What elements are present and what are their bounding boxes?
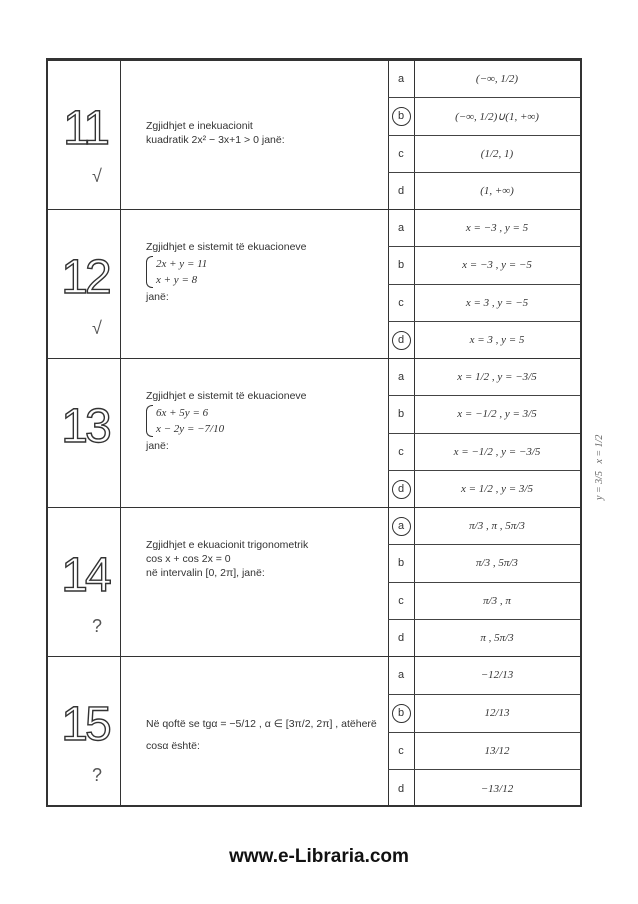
letter: c	[398, 744, 404, 757]
option-letter	[388, 657, 414, 694]
option-value: −12/13	[480, 669, 514, 682]
answer-option[interactable]	[388, 434, 580, 471]
question-text	[146, 240, 382, 304]
answer-option[interactable]	[388, 98, 580, 135]
option-value: x = 3 , y = −5	[465, 296, 529, 309]
question-block	[48, 657, 580, 808]
answer-option[interactable]	[388, 770, 580, 808]
letter: a	[397, 222, 405, 235]
question-text	[146, 119, 382, 147]
question-line: Në qoftë se tgα = −5/12 , α ∈ [3π/2, 2π] , atëherë	[146, 718, 377, 730]
question-line: cos x + cos 2x = 0	[146, 553, 231, 565]
brace-icon	[146, 405, 153, 437]
option-letter	[388, 322, 414, 359]
answer-option[interactable]	[388, 247, 580, 284]
option-value: −13/12	[480, 783, 514, 796]
option-value: π/3 , π , 5π/3	[469, 520, 525, 533]
option-value: x = 1/2 , y = 3/5	[461, 483, 533, 496]
letter: a	[397, 371, 405, 384]
answer-option[interactable]	[388, 733, 580, 771]
question-line: Zgjidhjet e sistemit të ekuacioneve	[146, 241, 307, 253]
site-footer: www.e-Libraria.com	[229, 846, 409, 867]
answer-option[interactable]	[388, 210, 580, 247]
option-value: x = −3 , y = −5	[462, 259, 532, 272]
option-value: x = 3 , y = 5	[469, 334, 525, 347]
question-block	[48, 359, 580, 508]
option-letter	[388, 695, 414, 732]
answer-option[interactable]	[388, 695, 580, 733]
option-letter	[388, 98, 414, 134]
option-letter	[388, 545, 414, 581]
option-value: (1, +∞)	[480, 185, 514, 198]
question-line: në intervalin [0, 2π], janë:	[146, 567, 265, 579]
question-line: kuadratik 2x² − 3x+1 > 0 janë:	[146, 134, 285, 146]
option-letter	[388, 285, 414, 321]
question-block	[48, 508, 580, 657]
option-letter	[388, 620, 414, 657]
question-text	[146, 389, 382, 453]
option-value: π/3 , π	[483, 594, 511, 607]
question-text	[146, 538, 382, 580]
answer-option[interactable]	[388, 545, 580, 582]
option-letter	[388, 136, 414, 172]
letter: d	[397, 185, 405, 198]
question-text	[146, 717, 382, 753]
answer-option[interactable]	[388, 322, 580, 359]
equation: x − 2y = −7/10	[156, 423, 225, 435]
option-letter	[388, 396, 414, 432]
question-number: 11	[63, 102, 107, 155]
grading-mark: √	[92, 166, 102, 186]
answer-option[interactable]	[388, 508, 580, 545]
answer-option[interactable]	[388, 136, 580, 173]
circled-letter: d	[392, 331, 411, 350]
letter: c	[398, 445, 404, 458]
option-value: π , 5π/3	[480, 632, 514, 645]
circled-letter: d	[392, 480, 411, 499]
circled-letter: a	[392, 517, 411, 536]
question-block	[48, 210, 580, 359]
equation-system	[146, 405, 382, 437]
option-letter	[388, 359, 414, 395]
option-value: x = 1/2 , y = −3/5	[457, 371, 537, 384]
equation-system	[146, 256, 382, 288]
circled-letter: b	[392, 704, 411, 723]
brace-icon	[146, 256, 153, 288]
answer-sheet	[46, 58, 582, 807]
letter: c	[398, 594, 404, 607]
handwritten-note: y = 3/5 x = 1/2	[594, 434, 605, 500]
letter: c	[398, 296, 404, 309]
letter: b	[397, 259, 405, 272]
question-line: Zgjidhjet e inekuacionit	[146, 120, 253, 132]
letter: a	[397, 73, 405, 86]
option-letter	[388, 770, 414, 808]
equation: 6x + 5y = 6	[156, 407, 209, 419]
letter: d	[397, 783, 405, 796]
option-letter	[388, 247, 414, 283]
option-letter	[388, 508, 414, 544]
question-block	[48, 61, 580, 210]
grading-mark: ?	[92, 765, 103, 785]
question-number: 13	[61, 400, 109, 453]
equations	[156, 256, 207, 288]
question-line: Zgjidhjet e ekuacionit trigonometrik	[146, 539, 309, 551]
option-value: π/3 , 5π/3	[476, 557, 518, 570]
option-value: x = −1/2 , y = 3/5	[457, 408, 537, 421]
question-number: 12	[61, 251, 109, 304]
equation: x + y = 8	[156, 274, 198, 286]
option-letter	[388, 471, 414, 508]
answer-option[interactable]	[388, 396, 580, 433]
answer-option[interactable]	[388, 285, 580, 322]
option-letter	[388, 583, 414, 619]
letter: b	[397, 408, 405, 421]
letter: a	[397, 669, 405, 682]
question-line: cosα është:	[146, 740, 200, 752]
answer-option[interactable]	[388, 61, 580, 98]
option-value: (−∞, 1/2)	[475, 73, 519, 86]
answer-option[interactable]	[388, 173, 580, 210]
option-value: x = −1/2 , y = −3/5	[453, 445, 541, 458]
letter: c	[398, 147, 404, 160]
option-value: (−∞, 1/2)∪(1, +∞)	[455, 110, 539, 123]
option-letter	[388, 733, 414, 770]
option-value: (1/2, 1)	[480, 147, 514, 160]
question-suffix: janë:	[146, 440, 169, 452]
option-value: x = −3 , y = 5	[465, 222, 529, 235]
answer-option[interactable]	[388, 657, 580, 695]
grading-mark: √	[92, 318, 102, 338]
answer-option[interactable]	[388, 620, 580, 657]
letter: d	[397, 632, 405, 645]
option-letter	[388, 173, 414, 210]
answer-option[interactable]	[388, 359, 580, 396]
option-letter	[388, 210, 414, 246]
option-letter	[388, 61, 414, 97]
option-value: 13/12	[484, 744, 510, 757]
question-number: 15	[61, 698, 109, 751]
question-line: Zgjidhjet e sistemit të ekuacioneve	[146, 390, 307, 402]
grading-mark: ?	[92, 616, 103, 636]
question-number: 14	[61, 549, 109, 602]
option-letter	[388, 434, 414, 470]
equations	[156, 405, 224, 437]
option-value: 12/13	[484, 707, 510, 720]
equation: 2x + y = 11	[156, 258, 208, 270]
answer-option[interactable]	[388, 583, 580, 620]
question-suffix: janë:	[146, 291, 169, 303]
answer-option[interactable]	[388, 471, 580, 508]
letter: b	[397, 557, 405, 570]
circled-letter: b	[392, 107, 411, 126]
